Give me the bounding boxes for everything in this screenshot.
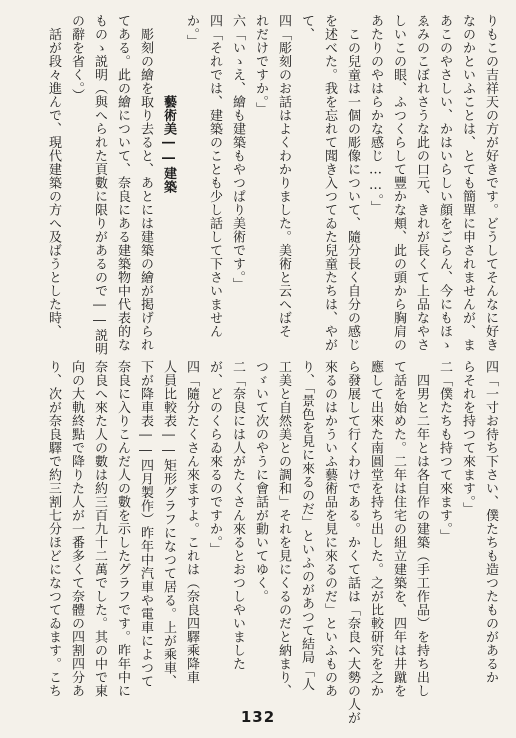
text-line: りもこの吉祥天の方が好きです。どうしてそんなに好き	[483, 14, 498, 352]
text-line: つゞいて次のやうに會話が動いてゆく。	[253, 360, 268, 603]
text-line: 二「僕たちも持つて來ます。」	[437, 360, 452, 543]
text-line: 下が降車表――四月製作）昨年中汽車や電車によつて	[138, 360, 153, 688]
text-line: れだけですか。」	[253, 14, 268, 116]
text-line: か。」	[184, 14, 199, 48]
text-line: て話を始めた。二年は住宅の組立建築を、四年は井蹴を	[391, 360, 406, 698]
text-line: あたりのやはらかな感じ……。」	[368, 14, 383, 214]
text-line: 四「彫刻のお話はよくわかりました。美術と云へばそ	[276, 14, 291, 338]
text-line: 四「一寸お待ち下さい、僕たちも造つたものがあるか	[483, 360, 498, 684]
section-heading: 藝術美――建築	[161, 14, 176, 194]
text-line: しいこの眼、ふつくらして豐かな頬、此の頭から胸肩の	[391, 14, 406, 352]
text-line: 人員比較表――矩形グラフになつて居る。上が乘車、	[161, 360, 176, 688]
text-line: て、	[299, 14, 314, 41]
text-line: 來るのはかういふ藝術品を見に來るのだ」といふものあ	[322, 360, 337, 698]
text-line: 奈良へ來た人の數は約三百九十二萬でした。其の中で東	[92, 360, 107, 698]
text-line: が、どのくらゐ來るのですか。」	[207, 360, 222, 556]
text-line: ものゝ説明（與へられた頁數に限りがあるので――説明	[92, 14, 107, 356]
text-line: 四「それでは、建築のことも少し話して下さいません	[207, 14, 222, 338]
text-line: てある。此の繪について、奈良にある建築物中代表的な	[115, 14, 130, 352]
text-line: らそれを持つて來ます。」	[460, 360, 475, 516]
text-line: 二「奈良には人がたくさん來るとおつしやいました	[230, 360, 245, 671]
upper-text-block	[22, 14, 502, 356]
page-number: 132	[240, 708, 276, 726]
text-line: あこのやさしい、かはいらしい顔をごらん、今にもほゝ	[437, 14, 452, 352]
text-line: 彫刻の繪を取り去ると、あとには建築の繪が掲げられ	[138, 14, 153, 352]
text-line: なのかといふことは、とても簡單に申されませんが、ま	[460, 14, 475, 352]
text-line: 四男と二年とは各自作の建築（手工作品）を持ち出し	[414, 360, 429, 698]
text-line: この兒童は一個の彫像について、隨分長く自分の感じ	[345, 14, 360, 352]
text-line: 應して出來た南圓堂を持ち出した。之が比較研究を之か	[368, 360, 383, 698]
text-line: 工美と自然美との調和」それを見にくるのだと納まり、	[276, 360, 291, 698]
text-line: の辭を省く。）	[69, 14, 84, 102]
text-line: ゑみのこぼれさうな此の口元、きれが長くて上品なやさ	[414, 14, 429, 352]
text-line: り、「景色を見に來るのだ」といふのがあつて結局「人	[299, 360, 314, 691]
text-line: 向の大軌終點で降りた人が一番多くて奈體の四割四分あ	[69, 360, 84, 698]
text-line: 奈良に入りこんだ人の數を示したグラフです。昨年中に	[115, 360, 130, 698]
text-line: を述べた。我を忘れて聞き入つてゐた兒童たちは、やが	[322, 14, 337, 352]
text-line: 六「いゝえ、繪も建築もやつぱり美術です。」	[230, 14, 245, 291]
text-line: 四「隨分たくさん來ますよ。これは（奈良四驛乘降車	[184, 360, 199, 684]
text-line: 話が段々進んで、現代建築の方へ及ばうとした時、	[46, 14, 61, 338]
text-line: り、次が奈良驛で約三割七分ほどになつてゐます。こち	[46, 360, 61, 698]
text-line: ら發展して行くわけである。かくて話は「奈良へ大勢の人が	[345, 360, 360, 725]
